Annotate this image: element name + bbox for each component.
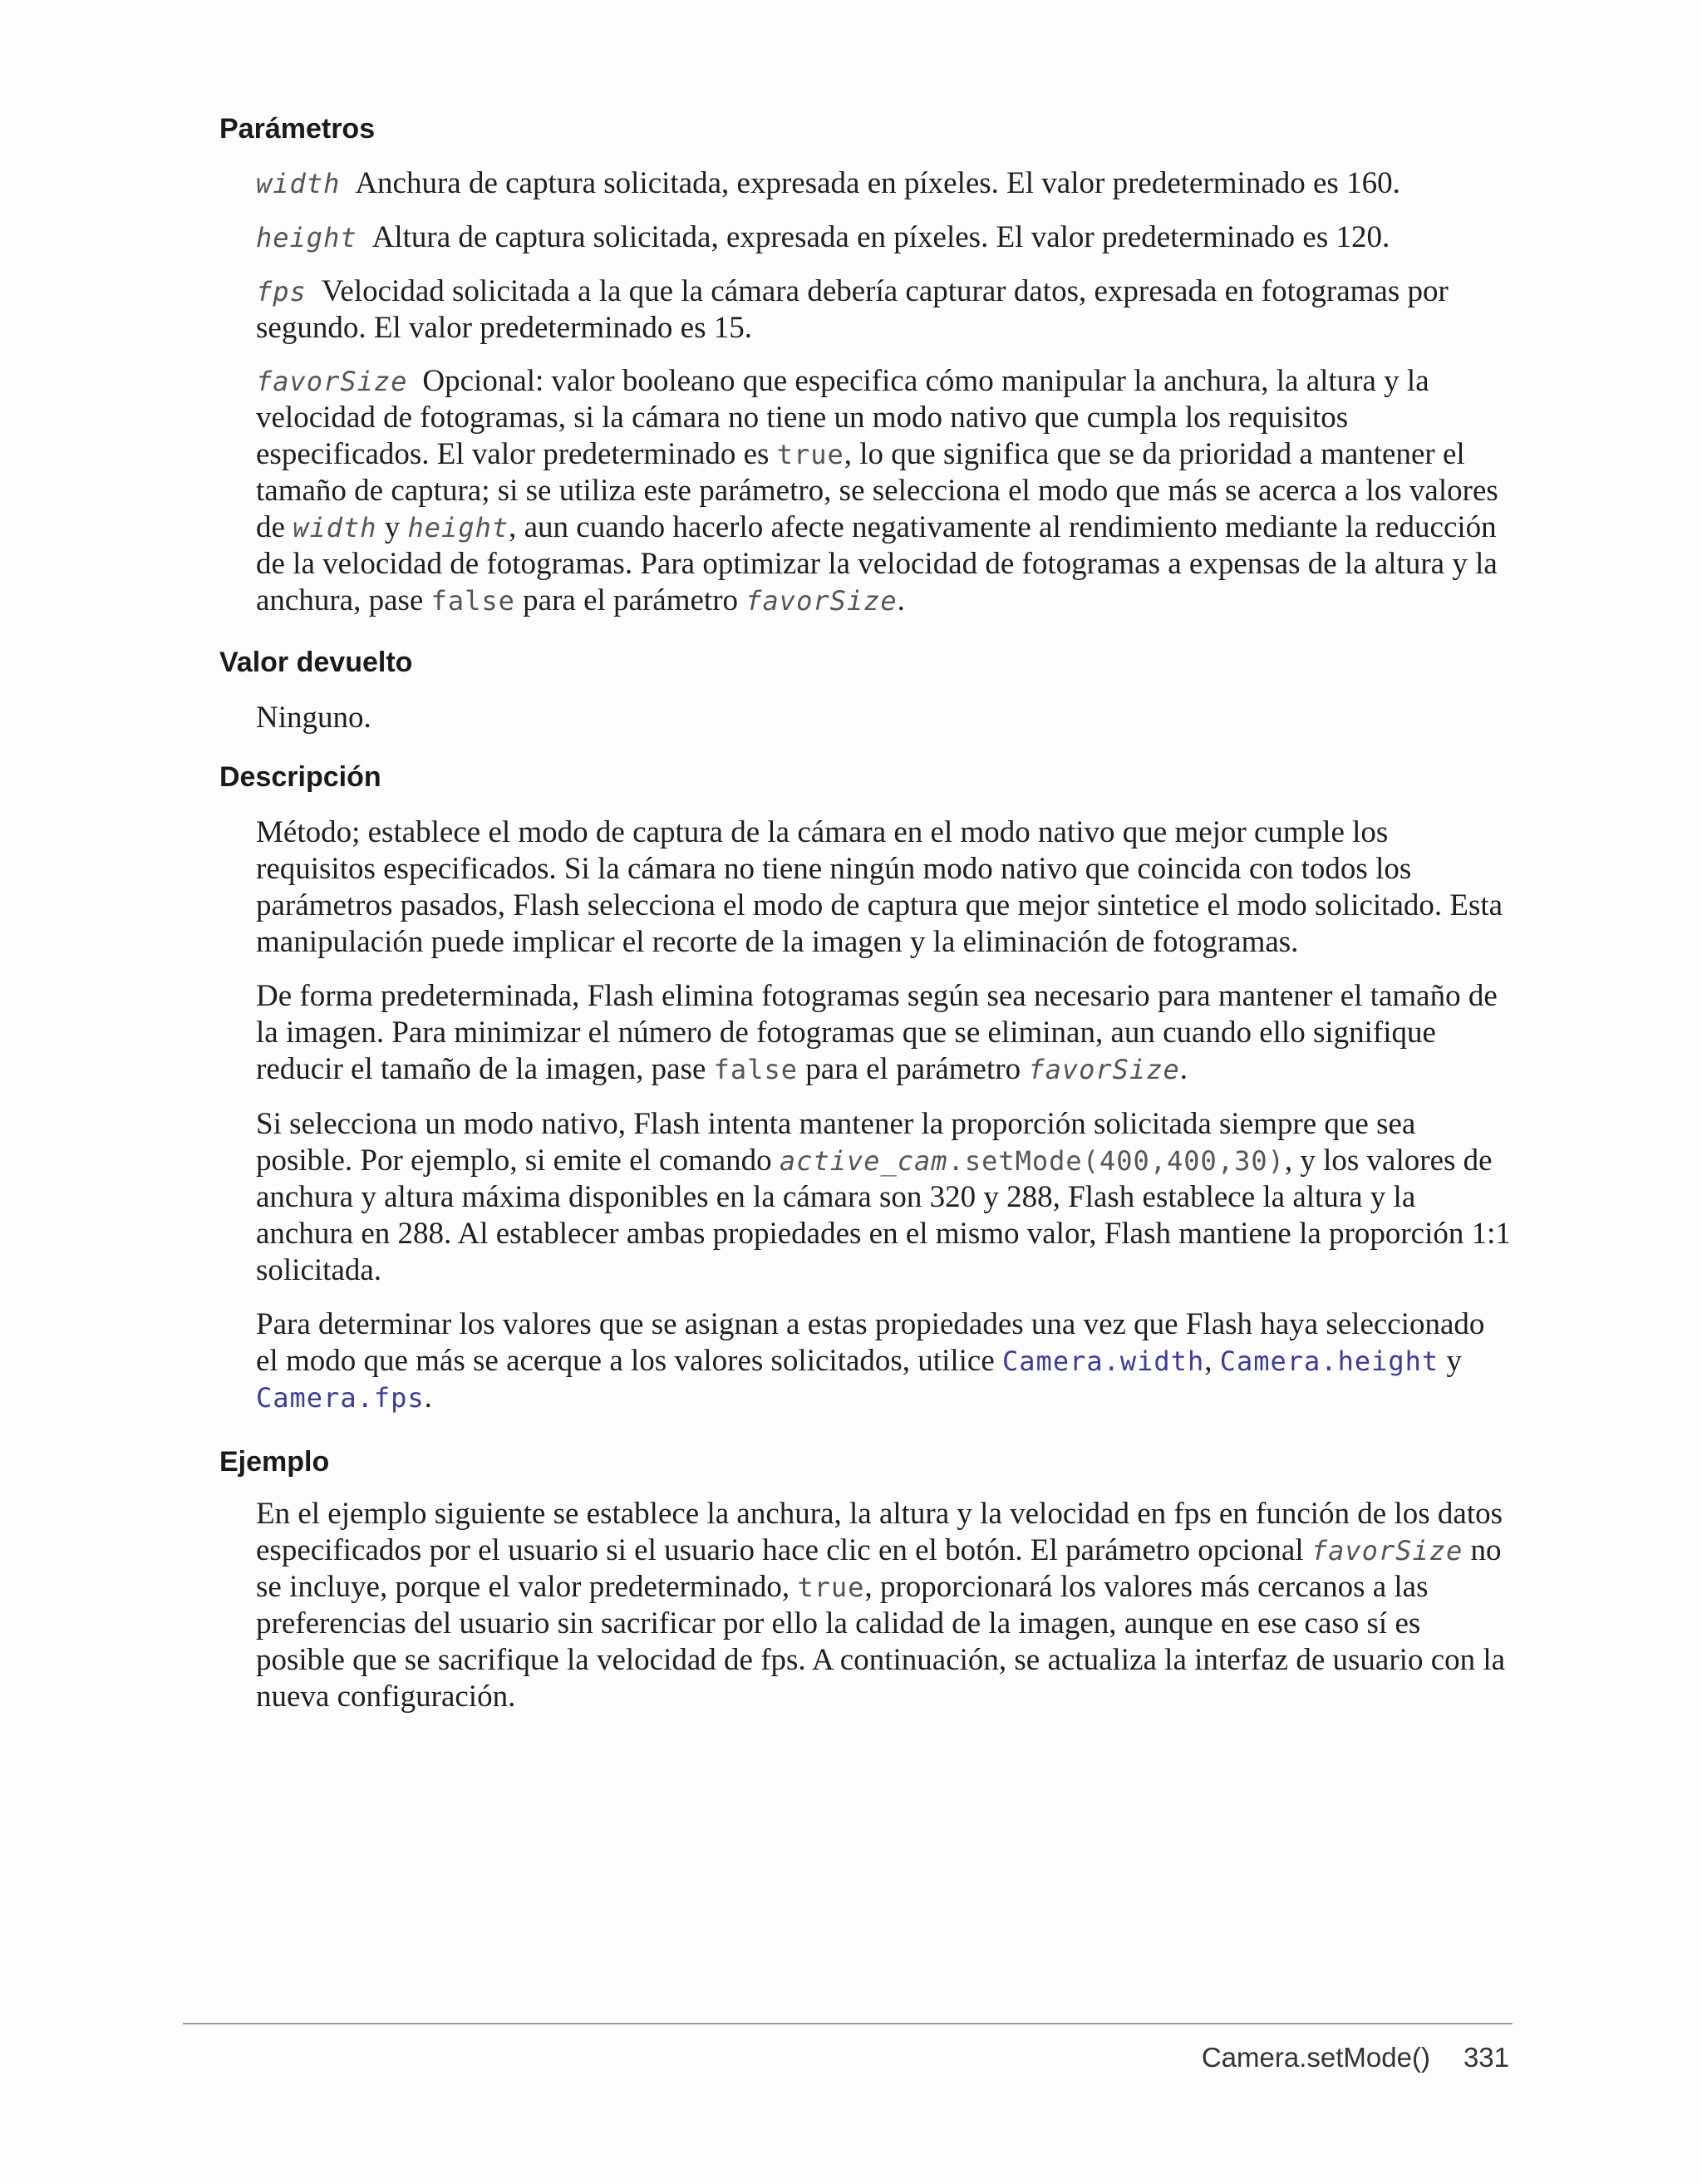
inline-code: width: [293, 512, 377, 544]
heading-descripcion: Descripción: [219, 761, 381, 793]
link-camera-width[interactable]: Camera.width: [1002, 1345, 1205, 1377]
param-term: favorSize: [256, 366, 408, 397]
param-term: width: [256, 168, 341, 199]
inline-code: true: [776, 439, 844, 470]
valor-text: Ninguno.: [256, 701, 371, 735]
inline-code: false: [430, 585, 515, 617]
param-term: height: [256, 222, 357, 253]
param-term: fps: [256, 276, 307, 307]
inline-code: active_cam: [779, 1145, 948, 1177]
inline-code: true: [797, 1572, 865, 1603]
heading-valor-devuelto: Valor devuelto: [219, 647, 413, 678]
desc-paragraph-4: Para determinar los valores que se asignan a estas propiedades una vez que Flash haya seleccionado el modo que más se acerque a los valores solicitados, utilice Camera.width, Camera.height y Camera.fps.: [256, 1307, 1485, 1414]
inline-code: favorSize: [745, 585, 898, 617]
ejemplo-paragraph: En el ejemplo siguiente se establece la anchura, la altura y la velocidad en fps en función de los datos especificados por el usuario si el usuario hace clic en el botón. El parámetro opcional favorSize no se incluye, porque el valor predeterminado, true, proporcionará los valores más cercanos a las preferencias del usuario sin sacrificar por ello la calidad de la imagen, aunque en ese caso sí es posible que se sacrifique la velocidad de fps. A continuación, se actualiza la interfaz de usuario con la nueva configuración.: [256, 1497, 1506, 1714]
param-desc: Velocidad solicitada a la que la cámara debería capturar datos, expresada en fotogramas por segundo. El valor predeterminado es 15.: [256, 274, 1449, 345]
inline-code: height: [407, 512, 509, 544]
link-camera-height[interactable]: Camera.height: [1219, 1345, 1439, 1377]
footer-rule: [183, 2023, 1513, 2024]
inline-code: favorSize: [1311, 1535, 1463, 1567]
param-desc: Anchura de captura solicitada, expresada en píxeles. El valor predeterminado es 160.: [355, 166, 1400, 200]
param-height: [256, 219, 1511, 256]
param-desc: Altura de captura solicitada, expresada en píxeles. El valor predeterminado es 120.: [371, 220, 1390, 254]
desc-paragraph-2: De forma predeterminada, Flash elimina fotogramas según sea necesario para mantener el tamaño de la imagen. Para minimizar el número de fotogramas que se eliminan, aun cuando ello signifique reducir el tamaño de la imagen, pase false para el parámetro favorSize.: [256, 979, 1498, 1086]
inline-code: false: [713, 1054, 798, 1085]
inline-code: favorSize: [1028, 1054, 1180, 1085]
page-footer: [1080, 2041, 1509, 2074]
inline-code: .setMode(400,400,30): [947, 1145, 1285, 1177]
desc-paragraph-3: Si selecciona un modo nativo, Flash intenta mantener la proporción solicitada siempre que sea posible. Por ejemplo, si emite el comando active_cam.setMode(400,400,30), y los valores de anchura y altura máxima disponibles en la cámara son 320 y 288, Flash establece la altura y la anchura en 288. Al establecer ambas propiedades en el mismo valor, Flash mantiene la proporción 1:1 solicitada.: [256, 1107, 1511, 1287]
param-width: [256, 165, 1511, 202]
footer-title: Camera.setMode(): [1201, 2042, 1430, 2073]
page-number: 331: [1463, 2042, 1509, 2073]
heading-parametros: Parámetros: [219, 113, 376, 145]
param-favorsize: favorSize Opcional: valor booleano que especifica cómo manipular la anchura, la altura y la velocidad de fotogramas, si la cámara no tiene un modo nativo que cumpla los requisitos especificados. El valor predeterminado es true, lo que significa que se da prioridad a mantener el tamaño de captura; si se utiliza este parámetro, se selecciona el modo que más se acerca a los valores de width y height, aun cuando hacerlo afecte negativamente al rendimiento mediante la reducción de la velocidad de fotogramas. Para optimizar la velocidad de fotogramas a expensas de la altura y la anchura, pase false para el parámetro favorSize.: [256, 364, 1498, 617]
link-camera-fps[interactable]: Camera.fps: [256, 1382, 425, 1414]
param-fps: [256, 273, 1511, 347]
heading-ejemplo: Ejemplo: [219, 1446, 330, 1478]
desc-paragraph-1: Método; establece el modo de captura de la cámara en el modo nativo que mejor cumple los requisitos especificados. Si la cámara no tiene ningún modo nativo que coincida con todos los parámetros pasados, Flash selecciona el modo de captura que mejor sintetice el modo solicitado. Esta manipulación puede implicar el recorte de la imagen y la eliminación de fotogramas.: [256, 815, 1503, 959]
